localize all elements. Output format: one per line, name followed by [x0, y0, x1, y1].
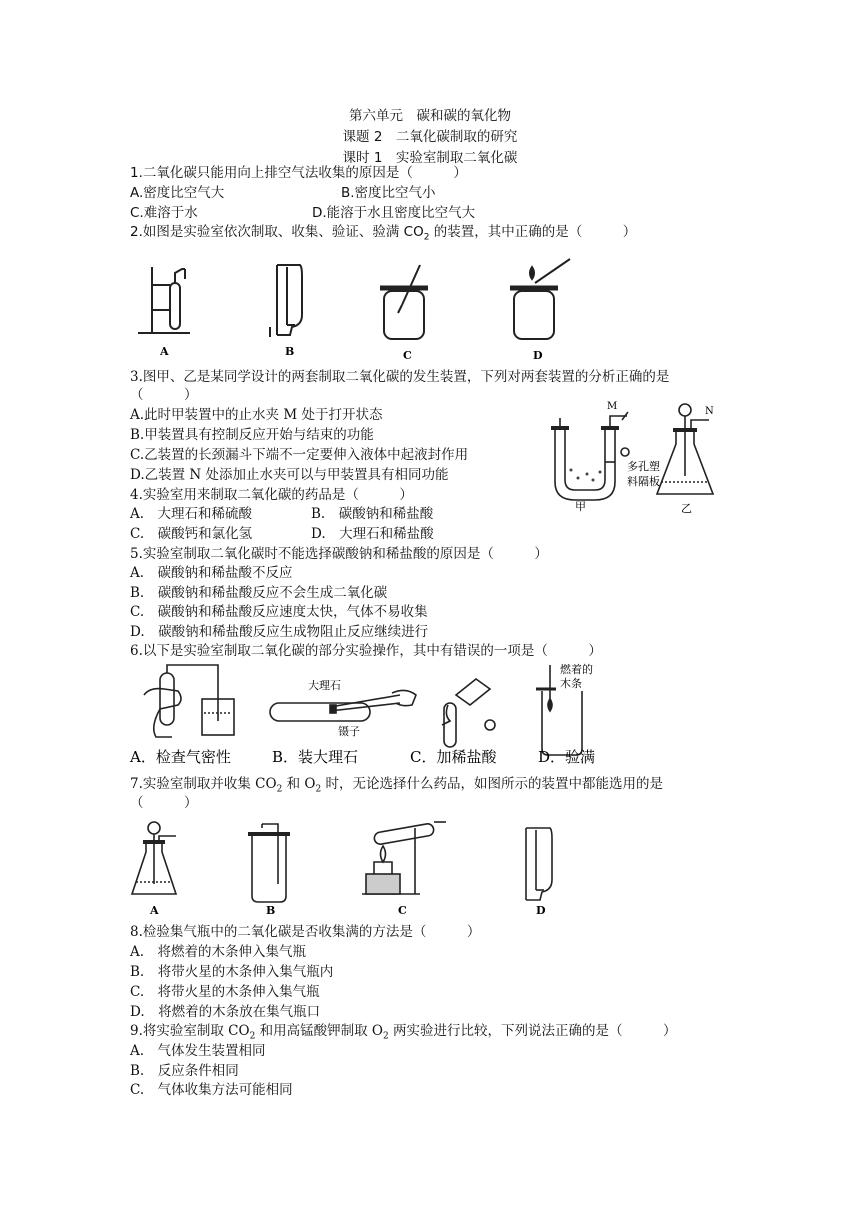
q8-option-c: C. 将带火星的木条伸入集气瓶 — [130, 984, 320, 1000]
q7-label-d: D — [536, 904, 546, 917]
q3-option-d: D.乙装置 N 处添加止水夹可以与甲装置具有相同功能 — [130, 467, 449, 483]
q3-option-c: C.乙装置的长颈漏斗下端不一定要伸入液体中起液封作用 — [130, 447, 469, 463]
q6-figure — [130, 665, 630, 769]
q3-option-a: A.此时甲装置中的止水夹 M 处于打开状态 — [130, 407, 383, 423]
q2-label-c: C — [403, 349, 412, 362]
q5-option-c: C. 碳酸钠和稀盐酸反应速度太快，气体不易收集 — [130, 604, 428, 620]
q6-marble-label: 大理石 — [308, 679, 341, 692]
q5-option-b: B. 碳酸钠和稀盐酸反应不会生成二氧化碳 — [130, 585, 388, 601]
q3-label-m: M — [607, 401, 618, 412]
q5-option-d: D. 碳酸钠和稀盐酸反应生成物阻止反应继续进行 — [130, 624, 429, 640]
q8-option-b: B. 将带火星的木条伸入集气瓶内 — [130, 964, 334, 980]
q4-stem: 4.实验室用来制取二氧化碳的药品是（ ） — [130, 487, 413, 503]
q6-option-d: D．验满 — [538, 748, 596, 766]
q8-option-d: D. 将燃着的木条放在集气瓶口 — [130, 1004, 321, 1020]
q9-option-a: A. 气体发生装置相同 — [130, 1043, 266, 1059]
q4-option-a: A. 大理石和稀硫酸 — [130, 506, 253, 522]
q9-option-b: B. 反应条件相同 — [130, 1063, 239, 1079]
q4-option-d: D. 大理石和稀盐酸 — [311, 526, 434, 542]
q6-splint-line1: 燃着的 — [560, 663, 593, 676]
q5-option-a: A. 碳酸钠和稀盐酸不反应 — [130, 565, 293, 581]
q2-stem: 2.如图是实验室依次制取、收集、验证、验满 $CO_2$ 的装置，其中正确的是（ ） — [130, 224, 637, 243]
q3-stem: 3.图甲、乙是某同学设计的两套制取二氧化碳的发生装置，下列对两套装置的分析正确的是 — [130, 369, 670, 385]
q6-option-a: A．检查气密性 — [130, 748, 231, 766]
q1-option-d: D.能溶于水且密度比空气大 — [312, 205, 476, 221]
q6-stem: 6.以下是实验室制取二氧化碳的部分实验操作，其中有错误的一项是（ ） — [130, 643, 602, 659]
q9-stem: 9.将实验室制取 $CO_2$ 和用高锰酸钾制取 $O_2$ 两实验进行比较，下列说法正确的是（ ） — [130, 1023, 677, 1042]
q6-splint-line2: 木条 — [560, 677, 582, 690]
q7-label-a: A — [150, 904, 159, 917]
q7-label-b: B — [266, 904, 276, 917]
q1-option-c: C.难溶于水 — [130, 205, 198, 221]
unit-title: 第六单元 碳和碳的氧化物 — [349, 108, 511, 124]
q3-label-jia: 甲 — [575, 500, 586, 513]
q3-paren: （ ） — [130, 387, 198, 403]
q2-label-d: D — [533, 349, 543, 362]
q2-figure — [130, 255, 600, 365]
q3-option-b: B.甲装置具有控制反应开始与结束的功能 — [130, 427, 374, 443]
q7-label-c: C — [398, 904, 407, 917]
q5-stem: 5.实验室制取二氧化碳时不能选择碳酸钠和稀盐酸的原因是（ ） — [130, 546, 548, 562]
q7-stem: 7.实验室制取并收集 $CO_2$ 和 $O_2$ 时，无论选择什么药品，如图所示的装置中都能选用的是 — [130, 776, 663, 795]
q1-option-b: B.密度比空气小 — [341, 185, 436, 201]
q3-label-n: N — [705, 406, 714, 417]
q9-option-c: C. 气体收集方法可能相同 — [130, 1082, 293, 1098]
q2-label-b: B — [285, 345, 295, 358]
q6-option-b: B．装大理石 — [272, 748, 359, 766]
q6-option-c: C．加稀盐酸 — [410, 748, 497, 766]
q3-plate-line1: 多孔塑 — [627, 460, 660, 473]
q3-figure — [545, 400, 745, 518]
q1-option-a: A.密度比空气大 — [130, 185, 225, 201]
q4-option-c: C. 碳酸钙和氯化氢 — [130, 526, 253, 542]
q3-plate-line2: 料隔板 — [627, 475, 660, 488]
q1-stem: 1.二氧化碳只能用向上排空气法收集的原因是（ ） — [130, 165, 467, 181]
q7-paren: （ ） — [130, 795, 198, 811]
q7-figure — [130, 818, 570, 920]
lesson-title: 课时 1 实验室制取二氧化碳 — [342, 150, 518, 166]
q6-tweezers-label: 镊子 — [338, 725, 360, 738]
topic-title: 课题 2 二氧化碳制取的研究 — [342, 129, 518, 145]
q4-option-b: B. 碳酸钠和稀盐酸 — [311, 506, 434, 522]
q8-stem: 8.检验集气瓶中的二氧化碳是否收集满的方法是（ ） — [130, 924, 481, 940]
q3-label-yi: 乙 — [681, 502, 692, 515]
q8-option-a: A. 将燃着的木条伸入集气瓶 — [130, 944, 307, 960]
q2-label-a: A — [160, 345, 169, 358]
